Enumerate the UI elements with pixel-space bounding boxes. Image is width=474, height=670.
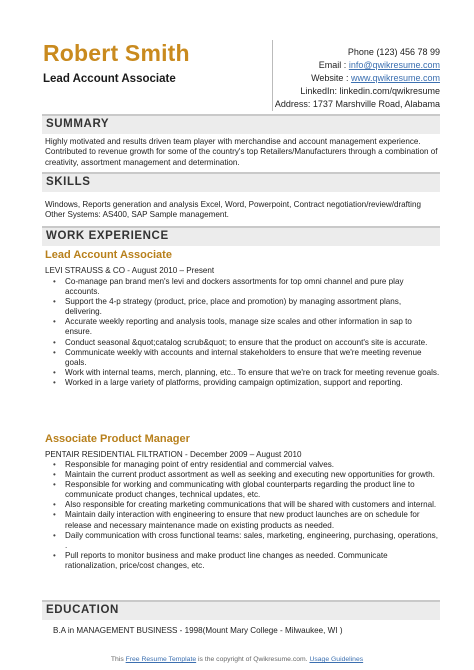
list-item: • Worked in a large variety of platforms, providing campaign optimization, support and reporting. <box>45 378 440 388</box>
education-section-header <box>42 600 440 620</box>
website-link[interactable]: www.qwikresume.com <box>350 72 440 83</box>
job-title-2: Associate Product Manager <box>45 433 190 445</box>
summary-text: Highly motivated and results driven team player with merchandise and account management experience. Contributed to revenue growth for some of the country's top Retailers/Manufacturers through a combination of creativity, assortment management and determination. <box>45 137 438 167</box>
email-label: Email : <box>318 59 347 70</box>
contact-linkedin: LinkedIn: linkedin.com/qwikresume <box>300 85 440 96</box>
list-item: • Pull reports to monitor business and make product line changes as needed. Communicate rationalization, price/cost changes, etc. <box>45 551 440 571</box>
contact-email <box>273 59 440 72</box>
education-text: B.A in MANAGEMENT BUSINESS - 1998(Mount Mary College - Milwaukee, WI ) <box>53 626 343 635</box>
job-company-1: LEVI STRAUSS & CO - August 2010 – Present <box>45 266 215 275</box>
job-bullets-1 <box>45 277 440 388</box>
job-bullets-2 <box>45 460 440 571</box>
list-item: • Work with internal teams, merch, planning, etc.. To ensure that we're on track for meeting revenue goals. <box>45 368 440 378</box>
list-item: • Responsible for managing point of entry residential and commercial valves. <box>45 460 440 470</box>
skills-heading: SKILLS <box>46 176 91 188</box>
phone-value: (123) 456 78 99 <box>376 47 440 57</box>
experience-section-header <box>42 226 440 246</box>
usage-guidelines-link[interactable]: Usage Guidelines <box>309 656 364 663</box>
experience-heading: WORK EXPERIENCE <box>46 230 169 242</box>
list-item: • Maintain daily interaction with engineering to ensure that new product launches are on schedule for release and necessary maintenance made on existing products as needed. <box>45 510 440 530</box>
list-item: • Co-manage pan brand men's levi and dockers assortments for top omni channel and pure play accounts. <box>45 277 440 297</box>
phone-label: Phone <box>347 47 374 57</box>
list-item: • Also responsible for creating marketing communications that will be shared with customers and internal. <box>45 500 440 510</box>
job-title-1: Lead Account Associate <box>45 249 172 261</box>
education-heading: EDUCATION <box>46 604 119 616</box>
candidate-name: Robert Smith <box>43 40 190 66</box>
list-item: • Responsible for working and communicating with global counterparts regarding the product line to communicate product changes, technical updates, etc. <box>45 480 440 500</box>
contact-website <box>273 72 440 85</box>
email-link[interactable]: info@qwikresume.com <box>348 59 440 70</box>
candidate-title: Lead Account Associate <box>43 73 176 85</box>
list-item: • Conduct seasonal &quot;catalog scrub&quot; to ensure that the product on account's site is accurate. <box>45 338 440 348</box>
list-item: • Support the 4-p strategy (product, price, place and promotion) by managing assortment plans, delivering. <box>45 297 440 317</box>
skills-section-header <box>42 172 440 192</box>
contact-address: Address: 1737 Marshville Road, Alabama <box>274 98 440 109</box>
website-label: Website : <box>311 72 349 83</box>
resume-header <box>0 0 474 108</box>
list-item: • Accurate weekly reporting and analysis tools, manage size scales and other information in sap to ensure. <box>45 317 440 337</box>
contact-phone <box>273 46 440 59</box>
job-company-2: PENTAIR RESIDENTIAL FILTRATION - December 2009 – August 2010 <box>45 450 302 459</box>
free-resume-template-link[interactable]: Free Resume Template <box>125 656 197 663</box>
list-item: • Communicate weekly with accounts and internal stakeholders to ensure that we're meeting revenue goals. <box>45 348 440 368</box>
contact-block <box>272 40 440 111</box>
list-item: • Daily communication with cross functional teams: sales, marketing, engineering, purchasing, operations, . <box>45 531 440 551</box>
skills-text: Windows, Reports generation and analysis Excel, Word, Powerpoint, Contract negotiation/review/drafting Other Systems: AS400, SAP Sample management. <box>45 200 421 220</box>
summary-heading: SUMMARY <box>46 118 110 130</box>
footer-prefix: This <box>110 656 124 663</box>
list-item: • Maintain the current product assortment as well as seeking and executing new opportunities for growth. <box>45 470 440 480</box>
summary-section-header <box>42 114 440 134</box>
footer-middle: is the copyright of Qwikresume.com. <box>198 656 308 663</box>
footer <box>0 656 474 663</box>
